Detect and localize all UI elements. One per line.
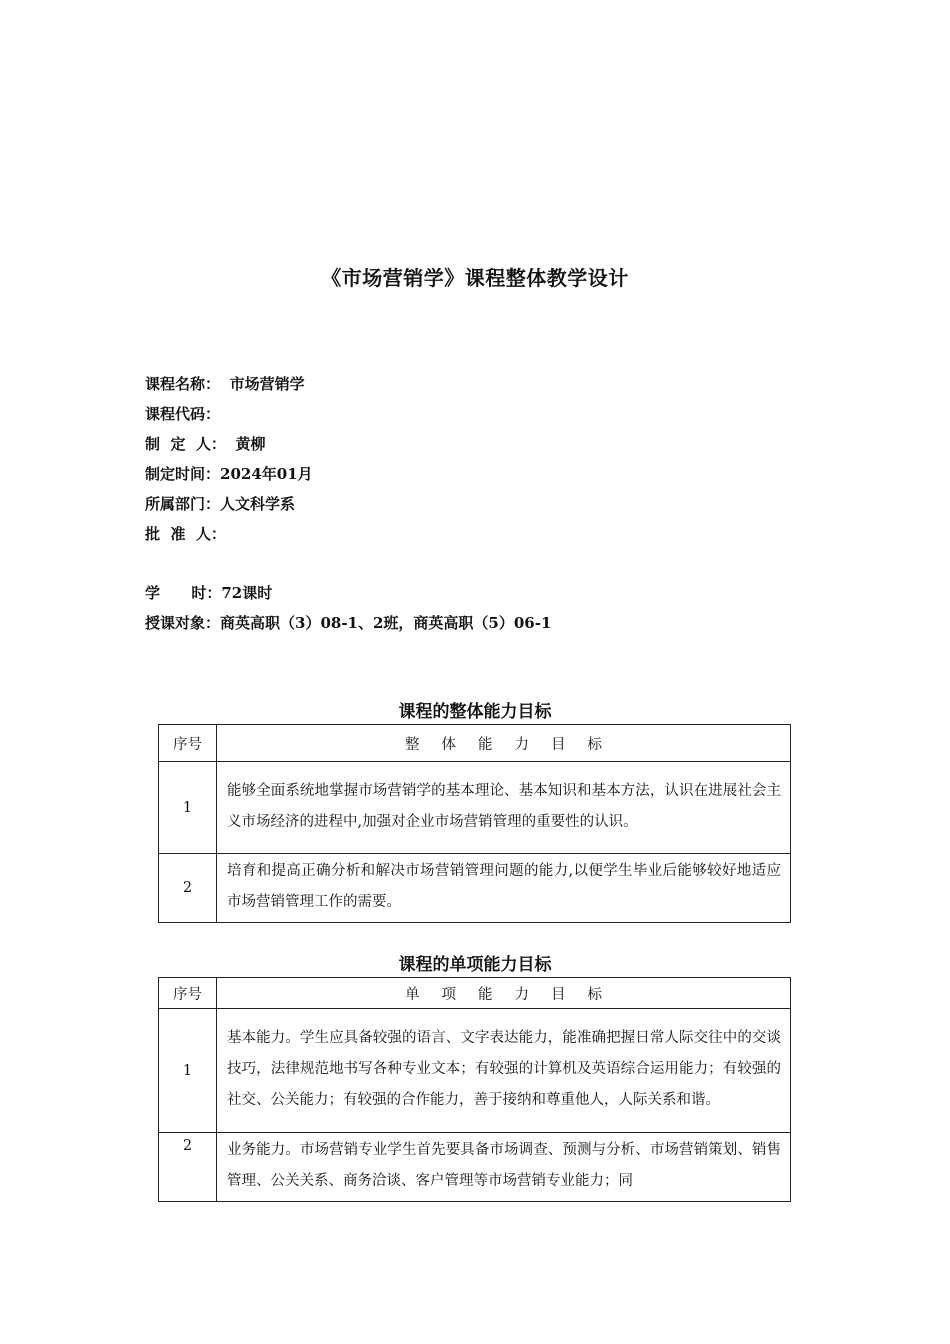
meta-target [145, 608, 551, 638]
row-text: 基本能力。学生应具备较强的语言、文字表达能力，能准确把握日常人际交往中的交谈技巧，法律规范地书写各种专业文本；有较强的计算机及英语综合运用能力；有较强的社交、公关能力；有较强的合作能力，善于接纳和尊重他人，人际关系和谐。 [217, 1009, 791, 1133]
meta-hours-value: 72课时 [221, 584, 273, 602]
meta-author-value: 黄柳 [235, 435, 266, 453]
course-meta [145, 369, 551, 638]
meta-approver-label: 批 准 人： [145, 525, 226, 543]
col-header-no: 序号 [159, 725, 217, 762]
table-row [159, 854, 791, 923]
row-text: 业务能力。市场营销专业学生首先要具备市场调查、预测与分析、市场营销策划、销售管理、公关关系、商务洽谈、客户管理等市场营销专业能力；同 [217, 1133, 791, 1202]
col-header-char: 体 [441, 736, 456, 753]
col-header-char: 目 [551, 736, 566, 753]
col-header-goal [217, 725, 791, 762]
row-number: 2 [159, 1133, 217, 1202]
col-header-char: 能 [478, 736, 493, 753]
col-header-char: 单 [405, 986, 420, 1003]
table-row [159, 1009, 791, 1133]
col-header-char: 项 [441, 986, 456, 1003]
table-row [159, 1133, 791, 1202]
meta-date-value: 2024年01月 [220, 465, 313, 483]
col-header-char: 能 [478, 986, 493, 1003]
table-header-row [159, 978, 791, 1009]
meta-dept-value: 人文科学系 [220, 495, 296, 513]
meta-course-code [145, 399, 551, 429]
col-header-char: 整 [405, 736, 420, 753]
col-header-char: 标 [587, 736, 602, 753]
overall-goals-title: 课程的整体能力目标 [398, 702, 552, 722]
meta-dept-label: 所属部门： [145, 495, 221, 513]
meta-author-label: 制 定 人： [145, 435, 226, 453]
col-header-char: 标 [587, 986, 602, 1003]
meta-author [145, 429, 551, 459]
meta-date [145, 459, 551, 489]
col-header-char: 力 [514, 986, 529, 1003]
col-header-goal [217, 978, 791, 1009]
row-text: 培育和提高正确分析和解决市场营销管理问题的能力,以便学生毕业后能够较好地适应市场营销管理工作的需要。 [217, 854, 791, 923]
meta-date-label: 制定时间： [145, 465, 221, 483]
single-goals-title: 课程的单项能力目标 [398, 955, 552, 975]
meta-course-name-value: 市场营销学 [229, 375, 305, 393]
meta-hours-label: 学 时： [145, 584, 222, 602]
col-header-char: 力 [514, 736, 529, 753]
single-goals-table [158, 977, 791, 1202]
meta-target-value: 商英高职（3）08-1、2班，商英高职（5）06-1 [220, 614, 552, 632]
document-title: 《市场营销学》课程整体教学设计 [321, 266, 629, 290]
overall-goals-table [158, 724, 791, 923]
col-header-no: 序号 [159, 978, 217, 1009]
row-number: 1 [159, 1009, 217, 1133]
meta-course-name-label: 课程名称： [145, 375, 221, 393]
meta-approver [145, 519, 551, 549]
meta-course-name [145, 369, 551, 399]
meta-target-label: 授课对象： [145, 614, 221, 632]
meta-course-code-label: 课程代码： [145, 405, 221, 423]
row-number: 1 [159, 762, 217, 854]
col-header-char: 目 [551, 986, 566, 1003]
row-number: 2 [159, 854, 217, 923]
row-text: 能够全面系统地掌握市场营销学的基本理论、基本知识和基本方法，认识在进展社会主义市场经济的进程中,加强对企业市场营销管理的重要性的认识。 [217, 762, 791, 854]
table-row [159, 762, 791, 854]
meta-dept [145, 489, 551, 519]
meta-hours [145, 578, 551, 608]
table-header-row [159, 725, 791, 762]
